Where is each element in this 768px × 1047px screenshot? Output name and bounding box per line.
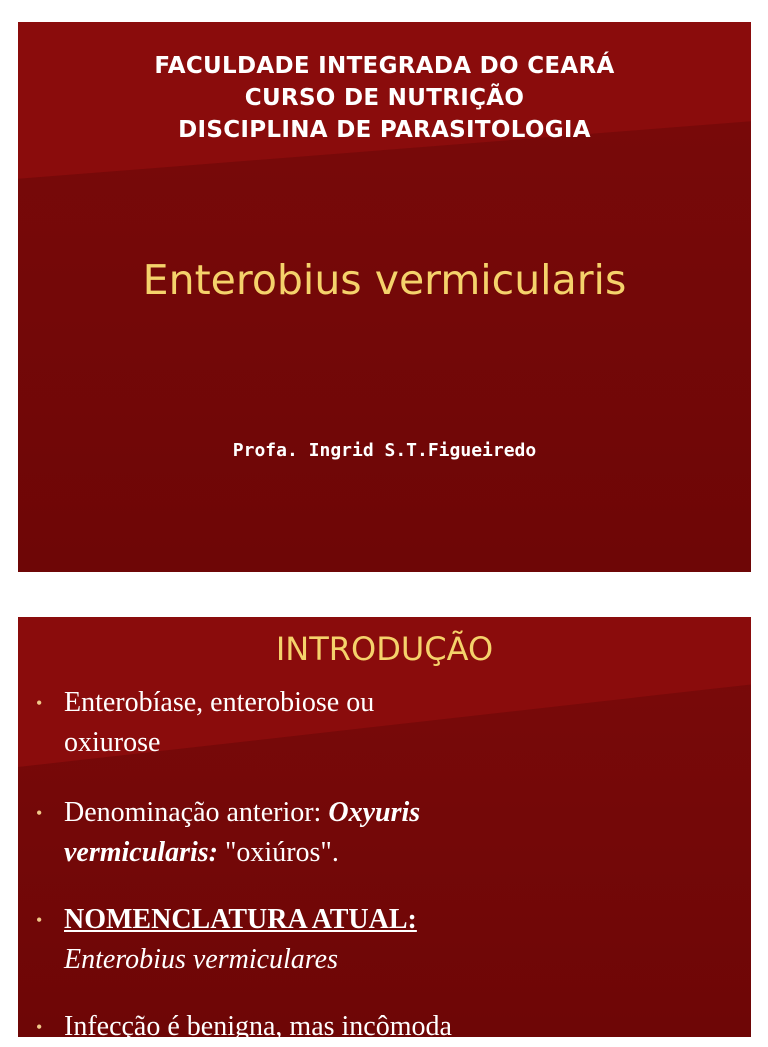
- current-species-name: Enterobius vermiculares: [64, 944, 338, 975]
- nomenclature-label: NOMENCLATURA ATUAL:: [64, 904, 417, 935]
- presentation-title: Enterobius vermicularis: [142, 256, 627, 304]
- bullet-dot-icon: •: [36, 910, 43, 930]
- slide-title: INTRODUÇÃO: [275, 630, 494, 668]
- author-name: Profa. Ingrid S.T.Figueiredo: [232, 440, 537, 461]
- bullet-suffix: "oxiúros".: [218, 837, 339, 868]
- bullet-item: [36, 900, 726, 980]
- bullet-dot-icon: •: [36, 1017, 43, 1037]
- bullet-item: [36, 683, 726, 763]
- bullet-text: [64, 900, 726, 980]
- bullet-text: [64, 683, 726, 763]
- course-name: CURSO DE NUTRIÇÃO: [244, 85, 525, 111]
- bullet-item: [36, 793, 726, 873]
- bullet-text: [64, 793, 726, 873]
- introduction-slide: [18, 617, 751, 1042]
- institution-name: FACULDADE INTEGRADA DO CEARÁ: [154, 53, 615, 79]
- bullet-dot-icon: •: [36, 693, 43, 713]
- bullet-item: [36, 1007, 726, 1047]
- bullet-text-line: Enterobíase, enterobiose ou: [64, 687, 375, 718]
- old-species-name: vermicularis:: [64, 837, 218, 868]
- bullet-prefix: Denominação anterior:: [64, 797, 329, 828]
- discipline-name: DISCIPLINA DE PARASITOLOGIA: [178, 117, 591, 143]
- old-genus-name: Oxyuris: [328, 797, 421, 828]
- title-slide: [18, 22, 751, 572]
- bullet-text-line: oxiurose: [64, 727, 161, 758]
- bullet-dot-icon: •: [36, 803, 43, 823]
- bullet-text: Infecção é benigna, mas incômoda: [64, 1011, 452, 1042]
